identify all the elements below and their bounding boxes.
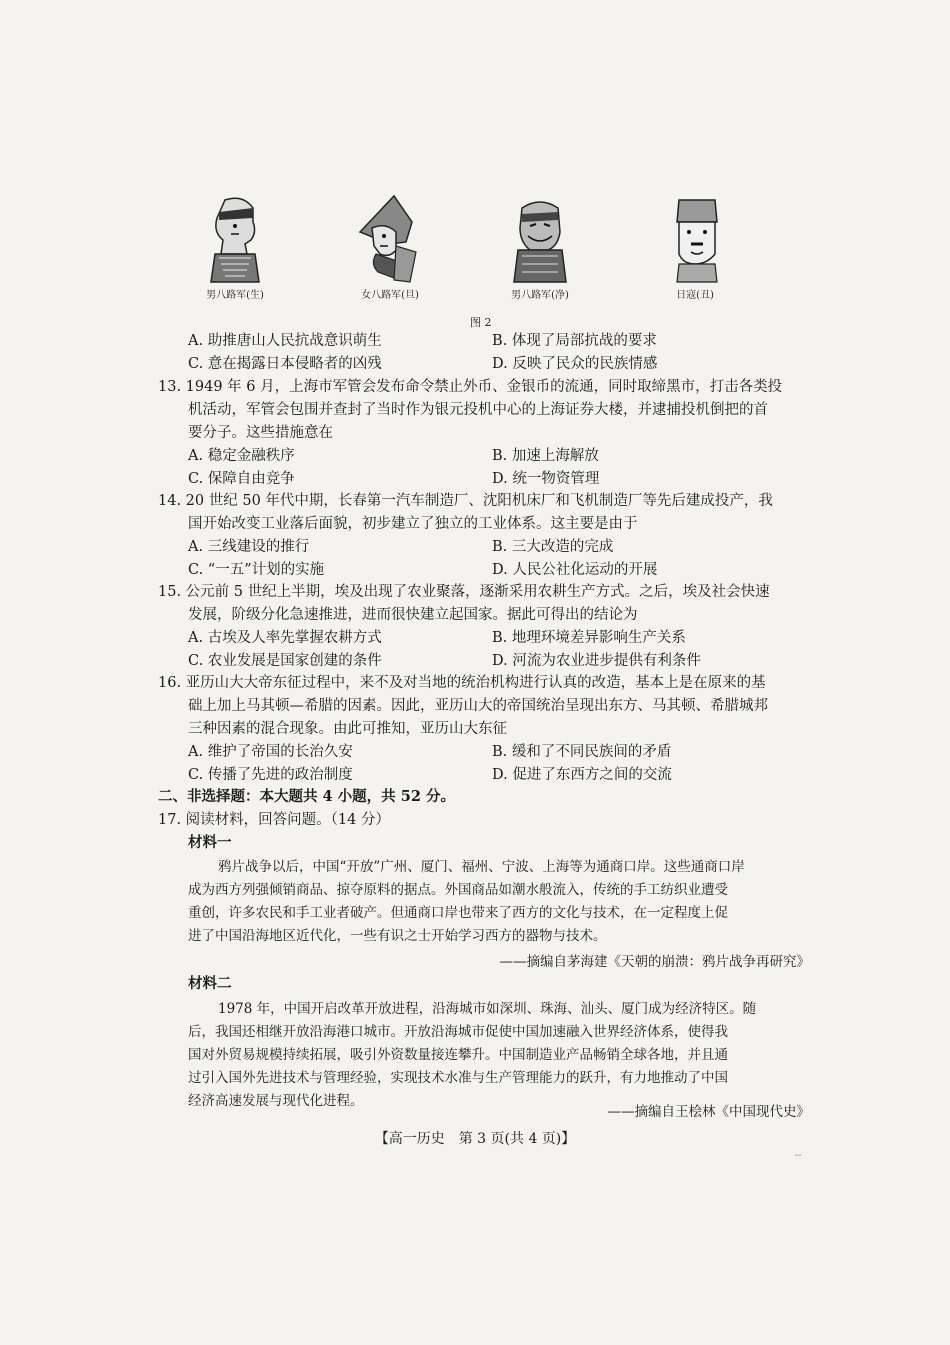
figure-title: 图 2: [470, 316, 492, 329]
material-2-line-1: 1978 年，中国开启改革开放进程，沿海城市如深圳、珠海、汕头、厦门成为经济特区。随: [218, 1001, 757, 1017]
material-1-label: 材料一: [188, 834, 232, 851]
q15-option-c: C. 农业发展是国家创建的条件: [188, 653, 382, 669]
figure-caption: 女八路军(旦): [361, 290, 419, 301]
q16-option-d: D. 促进了东西方之间的交流: [492, 767, 672, 783]
figure-item-2: [335, 192, 445, 301]
q13-stem-line-3: 要分子。这些措施意在: [188, 425, 333, 441]
material-2-label: 材料二: [188, 975, 232, 992]
q16-stem-line-3: 三种因素的混合现象。由此可推知，亚历山大东征: [188, 721, 507, 737]
q12-option-c: C. 意在揭露日本侵略者的凶残: [188, 356, 382, 372]
q15-option-b: B. 地理环境差异影响生产关系: [492, 630, 686, 646]
q14-option-d: D. 人民公社化运动的开展: [492, 562, 658, 578]
q15-option-a: A. 古埃及人率先掌握农耕方式: [188, 630, 382, 646]
section-heading: 二、非选择题：本大题共 4 小题，共 52 分。: [158, 788, 455, 805]
material-2-line-4: 过引入国外先进技术与管理经验，实现技术水准与生产管理能力的跃升，有力地推动了中国: [188, 1070, 728, 1086]
figure-item-3: [485, 192, 595, 301]
puppet-female-dan-image: [350, 192, 430, 284]
q13-stem-line-1: 13. 1949 年 6 月，上海市军管会发布命令禁止外币、金银币的流通，同时取缔黑市，打击各类投: [158, 379, 783, 395]
q13-option-b: B. 加速上海解放: [492, 448, 599, 464]
q15-stem-line-2: 发展，阶级分化急速推进，进而很快建立起国家。据此可得出的结论为: [188, 607, 638, 623]
q16-option-b: B. 缓和了不同民族间的矛盾: [492, 744, 672, 760]
figure-2: [180, 192, 800, 312]
puppet-enemy-chou-image: [655, 192, 735, 284]
q13-option-d: D. 统一物资管理: [492, 471, 600, 487]
q17-stem: 17. 阅读材料，回答问题。（14 分）: [158, 812, 390, 828]
material-1-line-1: 鸦片战争以后，中国“开放”广州、厦门、福州、宁波、上海等为通商口岸。这些通商口岸: [218, 859, 745, 875]
q15-option-d: D. 河流为农业进步提供有利条件: [492, 653, 701, 669]
material-1-source: ——摘编自茅海建《天朝的崩溃：鸦片战争再研究》: [499, 954, 810, 970]
figure-item-1: [180, 192, 290, 301]
page-footer: 【高一历史 第 3 页(共 4 页)】: [374, 1131, 576, 1147]
figure-caption: 男八路军(生): [206, 290, 264, 301]
q14-stem-line-1: 14. 20 世纪 50 年代中期，长春第一汽车制造厂、沈阳机床厂和飞机制造厂等先后建成投产，我: [158, 493, 773, 509]
puppet-male-sheng-image: [195, 192, 275, 284]
puppet-male-jing-image: [500, 192, 580, 284]
material-2-line-5: 经济高速发展与现代化进程。: [188, 1093, 364, 1109]
q15-stem-line-1: 15. 公元前 5 世纪上半期，埃及出现了农业聚落，逐渐采用农耕生产方式。之后，埃及社会快速: [158, 584, 770, 600]
q13-stem-line-2: 机活动，军管会包围并查封了当时作为银元投机中心的上海证券大楼，并逮捕投机倒把的首: [188, 402, 768, 418]
q16-stem-line-1: 16. 亚历山大大帝东征过程中，来不及对当地的统治机构进行认真的改造，基本上是在原来的基: [158, 675, 766, 691]
q16-option-a: A. 维护了帝国的长治久安: [188, 744, 353, 760]
q16-option-c: C. 传播了先进的政治制度: [188, 767, 353, 783]
material-1-line-2: 成为西方列强倾销商品、掠夺原料的据点。外国商品如潮水般流入，传统的手工纺织业遭受: [188, 882, 728, 898]
figure-item-4: [640, 192, 750, 301]
q14-stem-line-2: 国开始改变工业落后面貌，初步建立了独立的工业体系。这主要是由于: [188, 516, 638, 532]
q16-stem-line-2: 础上加上马其顿—希腊的因素。因此，亚历山大的帝国统治呈现出东方、马其顿、希腊城邦: [188, 698, 768, 714]
material-2-source: ——摘编自王桧林《中国现代史》: [607, 1104, 810, 1120]
q13-option-a: A. 稳定金融秩序: [188, 448, 295, 464]
material-1-line-4: 进了中国沿海地区近代化，一些有识之士开始学习西方的器物与技术。: [188, 928, 607, 944]
material-2-line-2: 后，我国还相继开放沿海港口城市。开放沿海城市促使中国加速融入世界经济体系，使得我: [188, 1024, 728, 1040]
q12-option-b: B. 体现了局部抗战的要求: [492, 333, 657, 349]
q14-option-b: B. 三大改造的完成: [492, 539, 614, 555]
figure-caption: 日寇(丑): [676, 290, 714, 301]
q12-option-a: A. 助推唐山人民抗战意识萌生: [188, 333, 382, 349]
q12-option-d: D. 反映了民众的民族情感: [492, 356, 658, 372]
q14-option-a: A. 三线建设的推行: [188, 539, 310, 555]
figure-caption: 男八路军(净): [511, 290, 569, 301]
q14-option-c: C. “一五”计划的实施: [188, 562, 325, 578]
material-1-line-3: 重创，许多农民和手工业者破产。但通商口岸也带来了西方的文化与技术，在一定程度上促: [188, 905, 728, 921]
q13-option-c: C. 保障自由竞争: [188, 471, 295, 487]
material-2-line-3: 国对外贸易规模持续拓展，吸引外资数量接连攀升。中国制造业产品畅销全球各地，并且通: [188, 1047, 728, 1063]
corner-mark: --: [795, 1150, 802, 1161]
